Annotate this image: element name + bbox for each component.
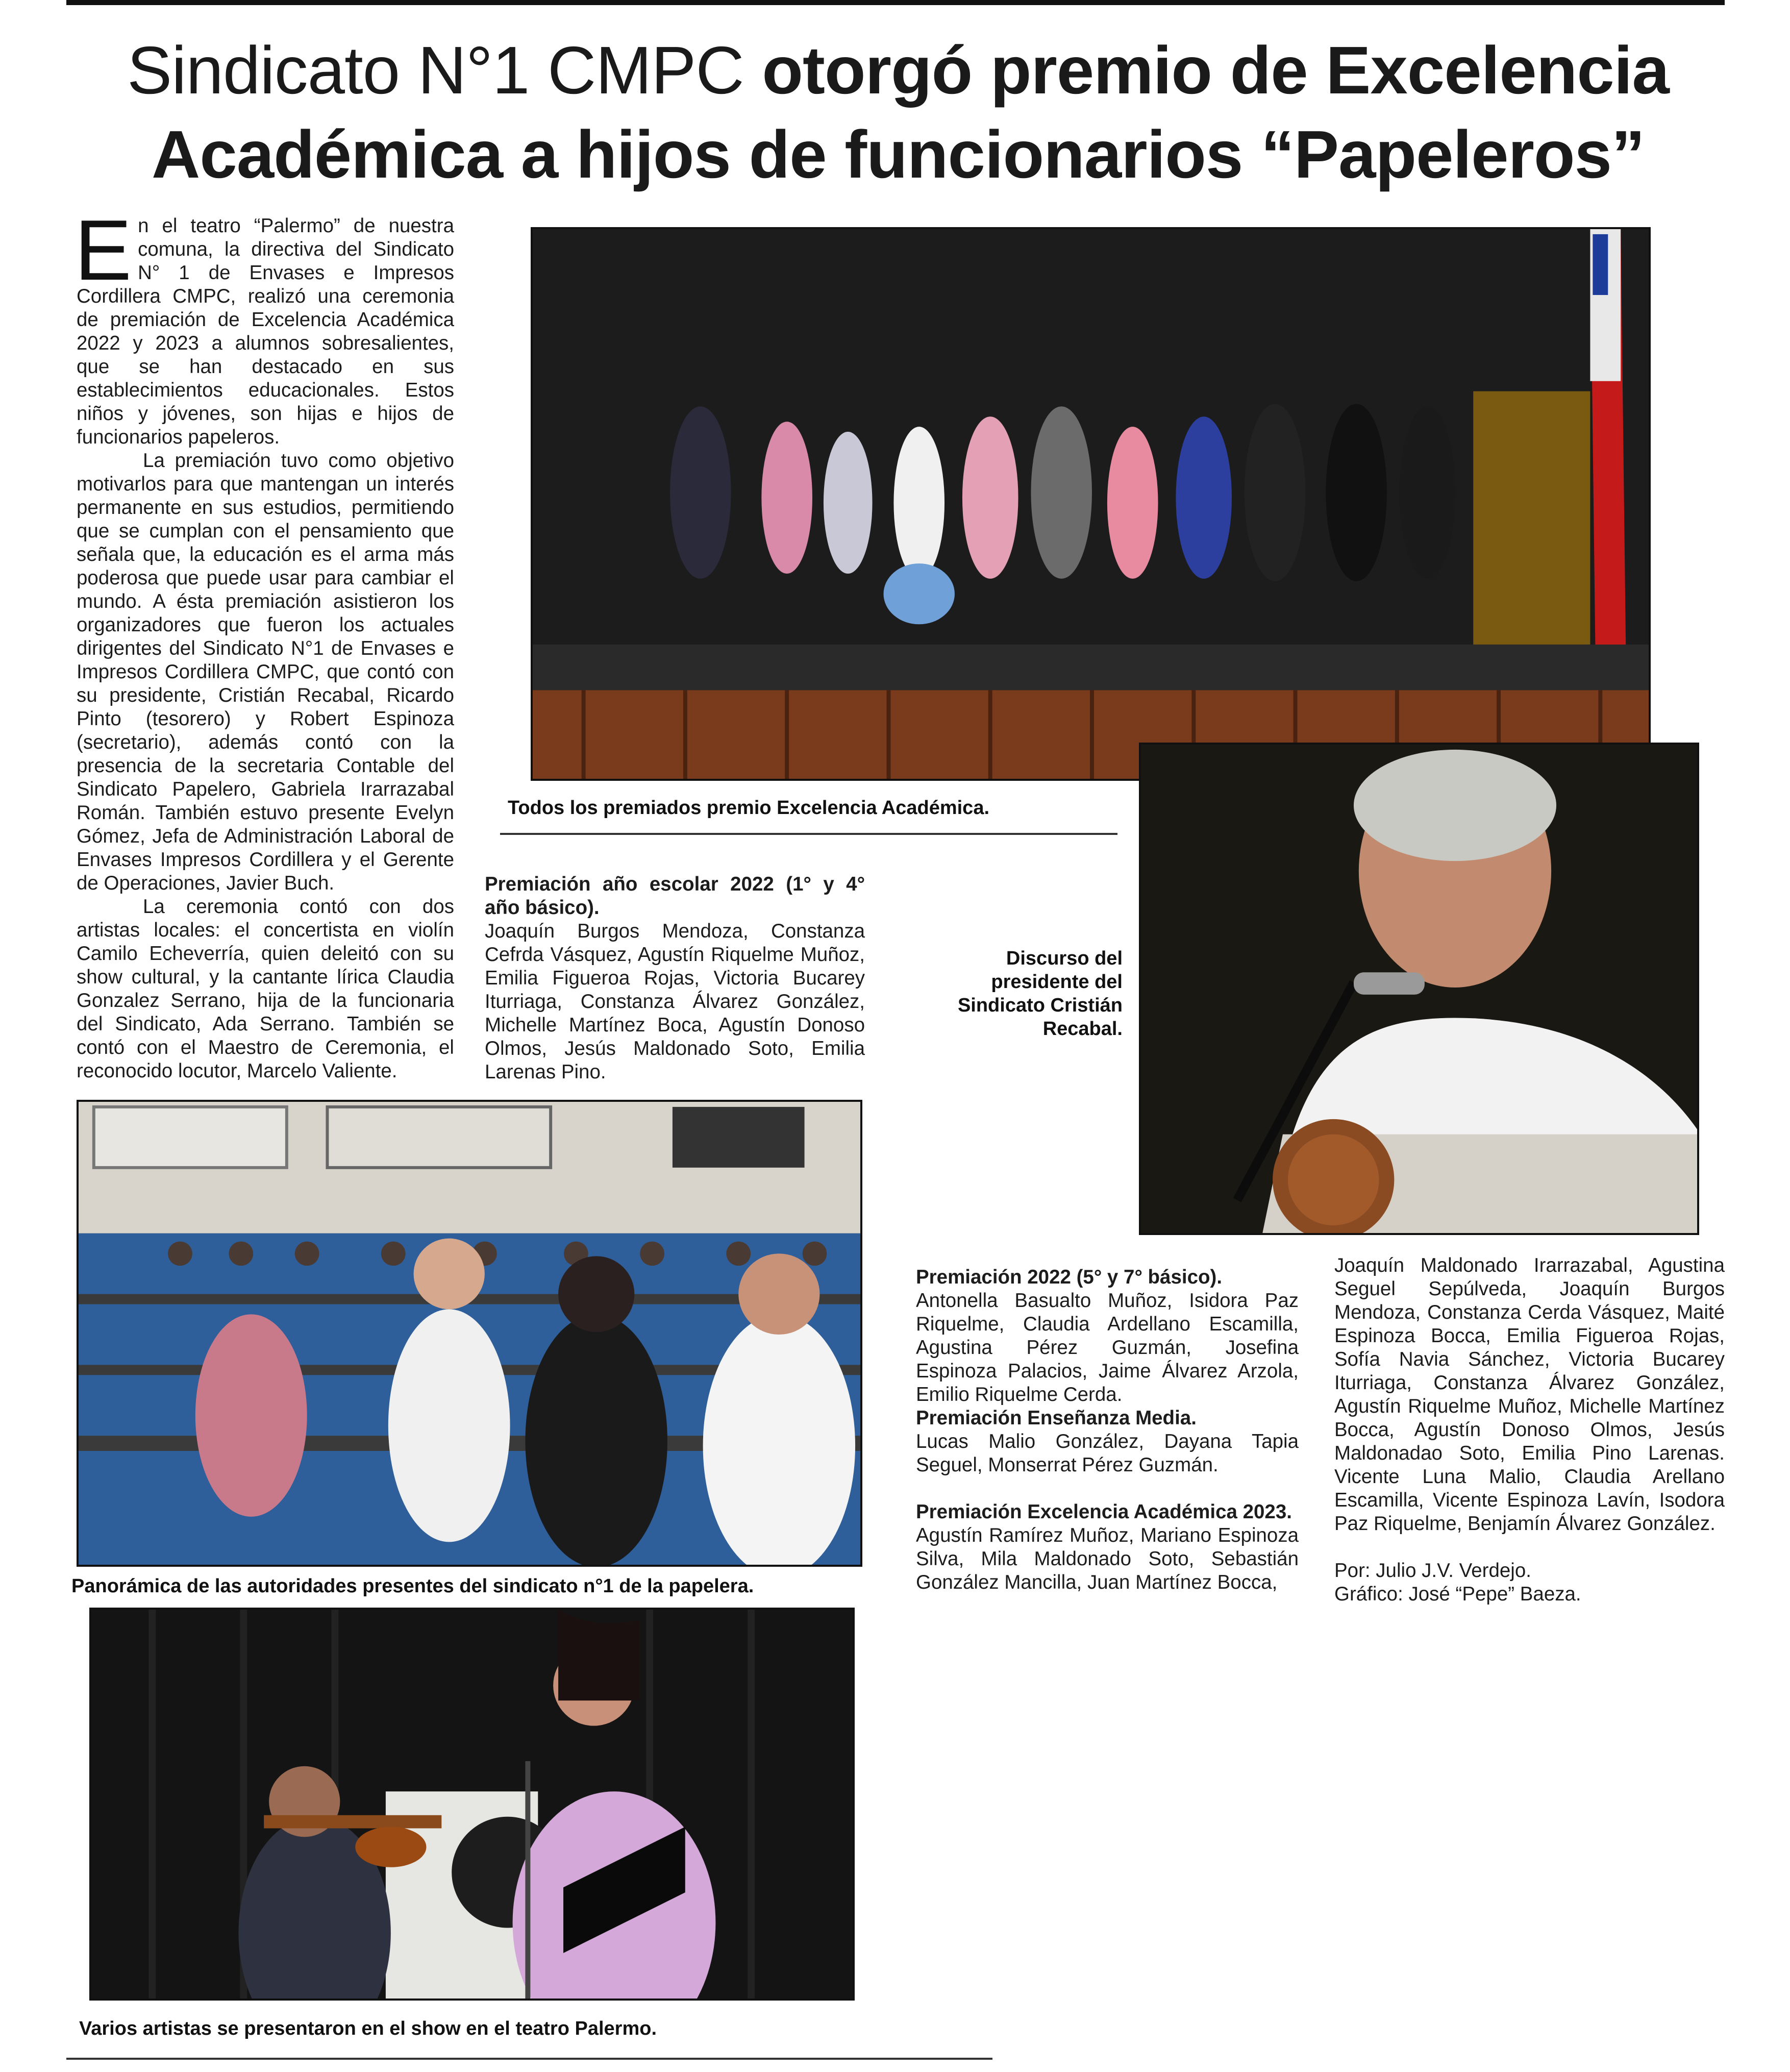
list-2023-names: Agustín Ramírez Muñoz, Mariano Espinoza Silva, Mila Maldonado Soto, Sebastián González Mancilla, Juan Martínez Bocca,: [916, 1524, 1299, 1593]
dropcap: E: [74, 202, 132, 298]
list-2023-heading: Premiación Excelencia Académica 2023.: [916, 1501, 1292, 1523]
caption-artists: Varios artistas se presentaron en el show en el teatro Palermo.: [79, 2018, 657, 2039]
intro-paragraph-2: La premiación tuvo como objetivo motivarlos para que mantengan un interés permanente en sus estudios, permitiendo que se cumplan con el pensamiento que señala que, la educación es el arma más poderosa que puede usar para cambiar el mundo. A ésta premiación asistieron los organizadores que fueron los actuales dirigentes del Sindicato N°1 de Envases e Impresos Cordillera CMPC, que contó con su presidente, Cristián Recabal, Ricardo Pinto (tesorero) y Robert Espinoza (secretario), además contó con la presencia de la secretaria Contable del Sindicato Papelero, Gabriela Irarrazabal Román. También estuvo presente Evelyn Gómez, Jefa de Administración Laboral de Envases Impresos Cordillera y el Gerente de Operaciones, Javier Buch.: [77, 450, 454, 894]
intro-paragraph-1: n el teatro “Palermo” de nuestra comuna, la directiva del Sindicato N° 1 de Envases e Impresos Cordillera CMPC, realizó una ceremonia de premiación de Excelencia Académica 2022 y 2023 a alumnos sobresalientes, que se han destacado en sus establecimientos educacionales. Estos niños y jóvenes, son hijas e hijos de funcionarios papeleros.: [77, 215, 454, 448]
rule-bottom: [66, 2058, 992, 2060]
intro-column: [74, 202, 454, 1083]
list-basic-names: Antonella Basualto Muñoz, Isidora Paz Riquelme, Claudia Ardellano Escamilla, Agustina Pérez Guzmán, Josefina Espinoza Palacios, Jaime Álvarez Arzola, Emilio Riquelme Cerda.: [916, 1290, 1299, 1405]
artists-photo: [89, 1608, 855, 2001]
top-rule: [66, 0, 1725, 5]
list-2022-heading: Premiación año escolar 2022 (1° y 4° año básico).: [485, 873, 865, 919]
list-basic-heading: Premiación 2022 (5° y 7° básico).: [916, 1266, 1223, 1288]
caption-speech: Discurso del presidente del Sindicato Cristián Recabal.: [957, 948, 1123, 1040]
credit-author: Por: Julio J.V. Verdejo.: [1334, 1560, 1531, 1582]
rule-under-caption: [500, 833, 1117, 835]
list-2023-continued-block: [1334, 1254, 1725, 1606]
list-2022-names: Joaquín Burgos Mendoza, Constanza Cefrda Vásquez, Agustín Riquelme Muñoz, Emilia Figueroa Rojas, Victoria Bucarey Iturriaga, Constanza Álvarez González, Michelle Martínez Boca, Agustín Donoso Olmos, Jesús Maldonado Soto, Emilia Larenas Pino.: [485, 920, 865, 1083]
headline: [61, 28, 1735, 196]
intro-paragraph-3: La ceremonia contó con dos artistas locales: el concertista en violín Camilo Echeverría, quien deleitó con su show cultural, y la cantante lírica Claudia Gonzalez Serrano, hija de la funcionaria del Sindicato, Ada Serrano. También se contó con el Maestro de Ceremonia, el reconocido locutor, Marcelo Valiente.: [77, 896, 454, 1082]
speech-photo: [1139, 743, 1699, 1235]
headline-light: Sindicato N°1 CMPC: [127, 33, 744, 108]
list-media-heading: Premiación Enseñanza Media.: [916, 1407, 1197, 1429]
list-basic-block: [916, 1266, 1299, 1594]
caption-audience: Panorámica de las autoridades presentes del sindicato n°1 de la papelera.: [71, 1575, 754, 1597]
list-2022-block: [485, 873, 865, 1084]
group-photo: [531, 227, 1651, 781]
audience-photo: [77, 1100, 862, 1567]
list-media-names: Lucas Malio González, Dayana Tapia Seguel, Monserrat Pérez Guzmán.: [916, 1430, 1299, 1476]
caption-group-photo: Todos los premiados premio Excelencia Académica.: [508, 797, 990, 819]
list-2023-continued: Joaquín Maldonado Irarrazabal, Agustina Seguel Sepúlveda, Joaquín Burgos Mendoza, Constanza Cerda Vásquez, Maité Espinoza Bocca, Emilia Figueroa Rojas, Sofía Navia Sánchez, Victoria Bucarey Iturriaga, Constanza Álvarez González, Agustín Riquelme Muñoz, Michelle Martínez Bocca, Agustín Donoso Olmos, Jesús Maldonadao Soto, Emilia Pino Larenas. Vicente Luna Malio, Claudia Arellano Escamilla, Vicente Espinoza Lavín, Isodora Paz Riquelme, Benjamín Álvarez González.: [1334, 1254, 1725, 1535]
headline-bold: otorgó premio de Excelencia Académica a hijos de funcionarios “Papeleros”: [152, 33, 1669, 192]
credit-graphic: Gráfico: José “Pepe” Baeza.: [1334, 1583, 1581, 1605]
